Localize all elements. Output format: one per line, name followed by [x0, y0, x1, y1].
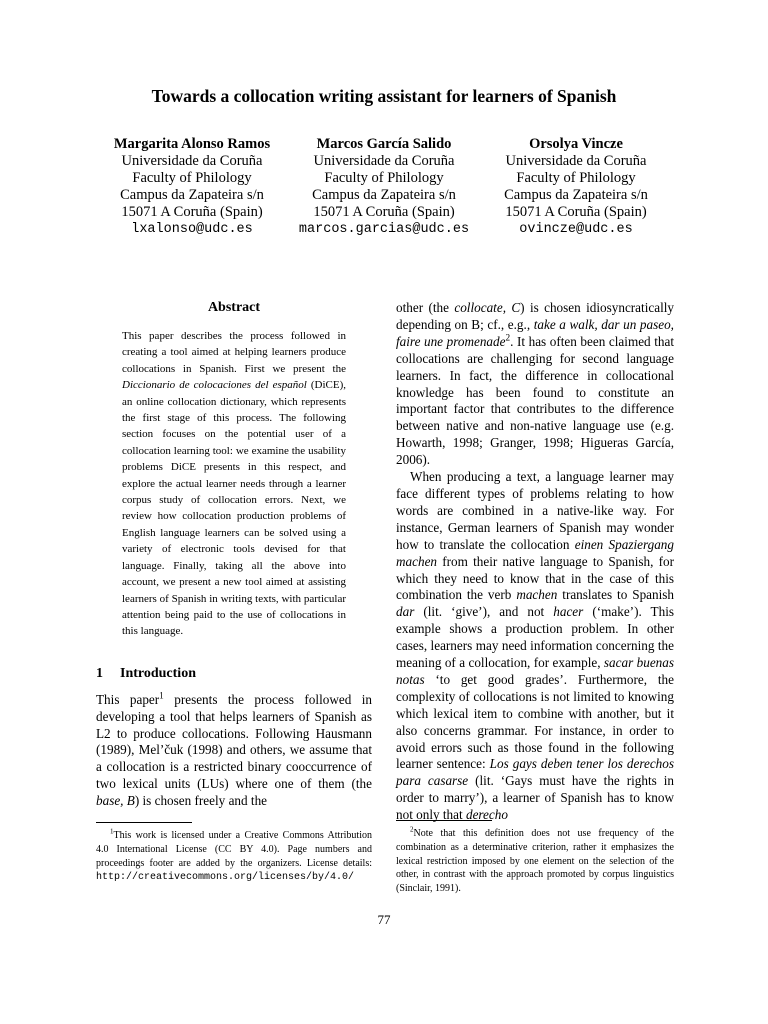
paper-title: Towards a collocation writing assistant for learners of Spanish — [151, 86, 617, 106]
author-city: 15071 A Coruña (Spain) — [121, 204, 263, 220]
author-1 — [96, 136, 288, 238]
text-part: other (the — [396, 300, 455, 315]
body-paragraph-2 — [396, 469, 674, 824]
author-email: ovincze@udc.es — [519, 222, 633, 237]
footnote-rule — [396, 820, 492, 821]
author-address: Campus da Zapateira s/n — [504, 187, 648, 203]
author-block — [96, 136, 672, 238]
author-affiliation: Universidade da Coruña — [313, 153, 455, 169]
abstract-dice-title: Diccionario de colocaciones del español — [122, 379, 307, 392]
footnote-2 — [396, 820, 674, 896]
italic-example: Los gays deben tener los derechos para casarse — [396, 756, 674, 789]
italic-example: hacer — [553, 604, 584, 620]
text-part: Note that this definition does not use frequency of the combination as a determinative criterion, rather it emphasizes the lexical restriction imposed by one element on the selection of the other, in contrast with the approach promoted by corpus linguistics (Sinclair, 1991). — [396, 828, 674, 895]
italic-term: collocate, C — [454, 300, 521, 315]
author-affiliation: Universidade da Coruña — [121, 153, 263, 169]
author-address: Campus da Zapateira s/n — [120, 187, 264, 203]
page-number: 77 — [377, 912, 391, 927]
left-column — [96, 300, 372, 810]
abstract-text — [122, 328, 346, 640]
italic-example: einen Spaziergang machen — [396, 536, 674, 569]
text-part: This work is licensed under a Creative Commons Attribution 4.0 International License (CC BY 4.0). Page numbers and proceedings footer are added by the organizers. License details: — [96, 830, 372, 869]
text-part: presents the process followed in developing a tool that helps learners of Spanish as L2 to produce collocations. Following Hausmann (1989), Mel’čuk (1998) and others, we assume that a collocation is a restricted binary cooccurrence of two lexical units (LUs) where one of them (the — [96, 691, 372, 792]
author-3 — [480, 136, 672, 238]
abstract-heading: Abstract — [207, 300, 261, 315]
section-number: 1 — [96, 665, 103, 681]
author-faculty: Faculty of Philology — [132, 170, 252, 186]
text-part: from their native language to Spanish, for which they need to know that in the case of this combination the verb — [396, 553, 674, 603]
author-email: lxalonso@udc.es — [131, 222, 253, 237]
italic-term: base, B — [96, 793, 135, 809]
text-part: translates to Spanish — [557, 587, 674, 603]
section-heading-introduction — [96, 666, 372, 682]
footnote-marker: 2 — [410, 825, 414, 834]
text-part: ‘to get good grades’. Furthermore, the complexity of collocations is not limited to knowing which lexical item to combine with another, but it also concerns grammar. For instance, in order to avoid errors such as those found in the following learner sentence: — [396, 671, 674, 772]
footnote-text — [396, 827, 674, 896]
italic-example: dar — [396, 604, 415, 620]
italic-example: take a walk, dar un paseo, faire une promenade — [396, 316, 674, 349]
text-part: (lit. ‘Gays must have the rights in order to marry’), a learner of Spanish has to know not only that — [396, 773, 674, 823]
text-part: This paper — [96, 691, 160, 707]
author-city: 15071 A Coruña (Spain) — [505, 204, 647, 220]
text-part: ) is chosen freely and the — [134, 793, 268, 809]
text-part: When producing a text, a language learner may face different types of problems relating to how words are combined in a native-like way. For instance, German learners of Spanish may wonder how to translate the collocation — [396, 469, 674, 552]
text-part: (lit. ‘give’), and not — [414, 604, 554, 620]
text-part: ) is chosen idiosyncratically depending on B; cf., e.g., — [396, 300, 674, 332]
footnote-marker: 1 — [159, 690, 164, 701]
text-part: . It has often been claimed that collocations are challenging for second language learners. In fact, the difference in collocational knowledge has been found to constitute an important factor that contributes to the difference between native and non-native language use (e.g. Howarth, 1998; Granger, 1998; Higueras García, 2006). — [396, 333, 674, 468]
abstract-part: This paper describes the process followed in creating a tool aimed at helping learners produce collocations in Spanish. First we present the — [122, 330, 346, 375]
author-2 — [288, 136, 480, 238]
author-name: Marcos García Salido — [316, 136, 452, 152]
abstract-part: (DiCE), an online collocation dictionary, which represents the first stage of this process. The following section focuses on the potential user of a collocation learning tool: we examine the usability problems DiCE presents in this respect, and explore the actual learner needs through a learner corpus study of collocation errors. Next, we review how collocation production problems of English language learners can be solved using a variety of electronic tools devised for that language. Finally, taking all the above into account, we present a new tool aimed at assisting learners of Spanish in writing texts, with particular attention being paid to the use of collocations in this language. — [122, 379, 346, 638]
author-affiliation: Universidade da Coruña — [505, 153, 647, 169]
section-title: Introduction — [120, 665, 196, 681]
author-name: Orsolya Vincze — [529, 136, 623, 152]
footnote-text — [96, 829, 372, 885]
text-part: (‘make’). This example shows a production problem. In other cases, learners may need information concerning the meaning of a collocation, for example, — [396, 604, 674, 671]
footnote-marker: 1 — [110, 827, 114, 836]
italic-example: machen — [516, 587, 558, 603]
author-faculty: Faculty of Philology — [516, 170, 636, 186]
author-faculty: Faculty of Philology — [324, 170, 444, 186]
intro-paragraph — [96, 692, 372, 810]
author-name: Margarita Alonso Ramos — [113, 136, 271, 152]
footnote-marker: 2 — [505, 332, 511, 343]
author-email: marcos.garcias@udc.es — [298, 222, 470, 237]
italic-example: sacar buenas notas — [396, 655, 674, 687]
author-address: Campus da Zapateira s/n — [312, 187, 456, 203]
right-column — [396, 300, 674, 824]
body-paragraph-1 — [396, 300, 674, 469]
footnote-rule — [96, 822, 192, 823]
italic-example: derecho — [465, 807, 508, 823]
footnote-1 — [96, 822, 372, 885]
author-city: 15071 A Coruña (Spain) — [313, 204, 455, 220]
license-url[interactable]: http://creativecommons.org/licenses/by/4.0/ — [96, 872, 355, 884]
